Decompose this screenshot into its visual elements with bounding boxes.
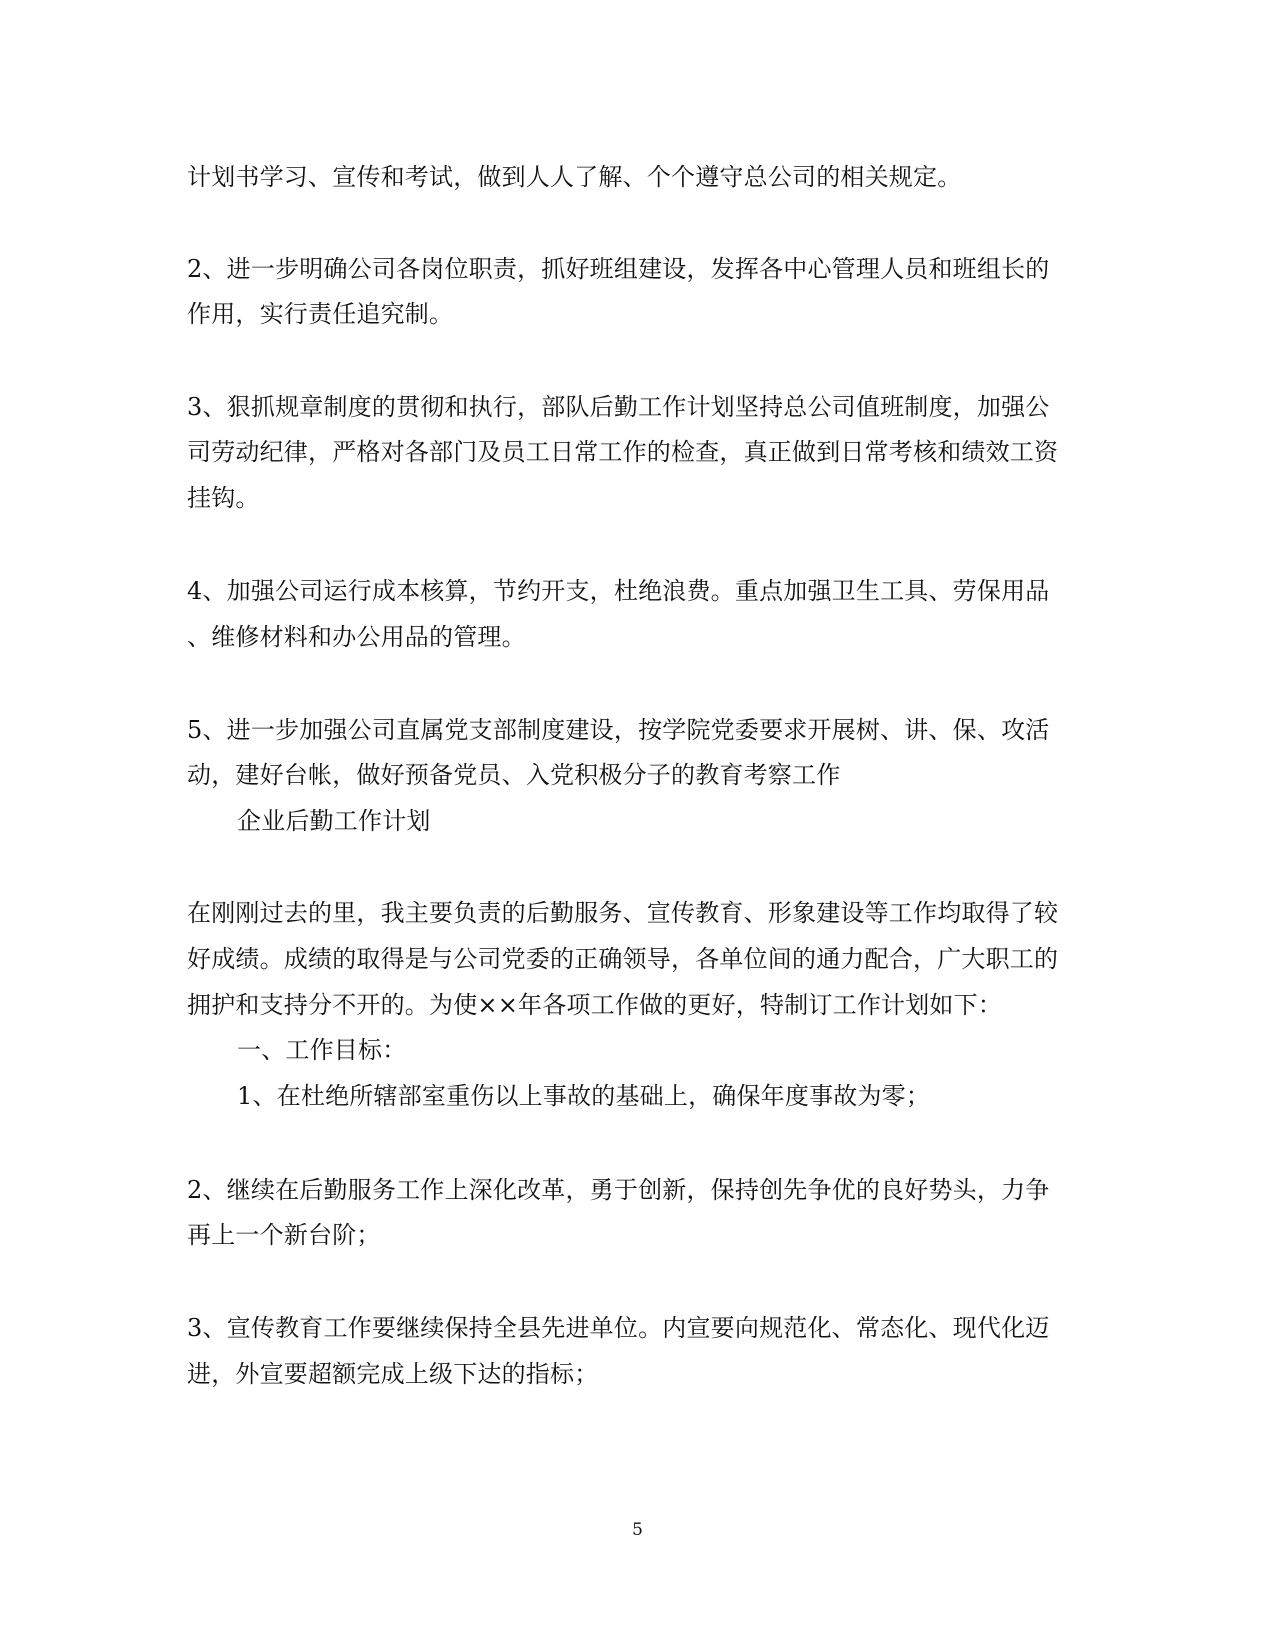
text-line: 1、在杜绝所辖部室重伤以上事故的基础上，确保年度事故为零； <box>237 1082 931 1110</box>
section-title: 企业后勤工作计划 <box>237 807 431 835</box>
text-line: 司劳动纪律，严格对各部门及员工日常工作的检查，真正做到日常考核和绩效工资 <box>187 438 1059 466</box>
text-line: 挂钩。 <box>187 484 260 512</box>
page-number: 5 <box>632 1520 643 1540</box>
text-line: 5、进一步加强公司直属党支部制度建设，按学院党委要求开展树、讲、保、攻活 <box>187 716 1050 744</box>
text-line: 、维修材料和办公用品的管理。 <box>187 623 526 651</box>
text-line: 计划书学习、宣传和考试，做到人人了解、个个遵守总公司的相关规定。 <box>187 163 962 191</box>
text-line: 好成绩。成绩的取得是与公司党委的正确领导，各单位间的通力配合，广大职工的 <box>187 945 1059 973</box>
text-line: 2、进一步明确公司各岗位职责，抓好班组建设，发挥各中心管理人员和班组长的 <box>187 255 1050 283</box>
text-line: 再上一个新台阶； <box>187 1221 381 1249</box>
text-line: 动，建好台帐，做好预备党员、入党积极分子的教育考察工作 <box>187 761 841 789</box>
text-line: 3、狠抓规章制度的贯彻和执行，部队后勤工作计划坚持总公司值班制度，加强公 <box>187 393 1050 421</box>
text-line: 3、宣传教育工作要继续保持全县先进单位。内宣要向规范化、常态化、现代化迈 <box>187 1314 1050 1342</box>
text-line: 一、工作目标： <box>237 1036 407 1064</box>
text-line: 2、继续在后勤服务工作上深化改革，勇于创新，保持创先争优的良好势头，力争 <box>187 1176 1050 1204</box>
text-line: 拥护和支持分不开的。为使××年各项工作做的更好，特制订工作计划如下： <box>187 991 1003 1019</box>
text-line: 在刚刚过去的里，我主要负责的后勤服务、宣传教育、形象建设等工作均取得了较 <box>187 899 1059 927</box>
text-line: 4、加强公司运行成本核算，节约开支，杜绝浪费。重点加强卫生工具、劳保用品 <box>187 577 1050 605</box>
text-line: 作用，实行责任追究制。 <box>187 300 454 328</box>
text-line: 进，外宣要超额完成上级下达的指标； <box>187 1360 599 1388</box>
